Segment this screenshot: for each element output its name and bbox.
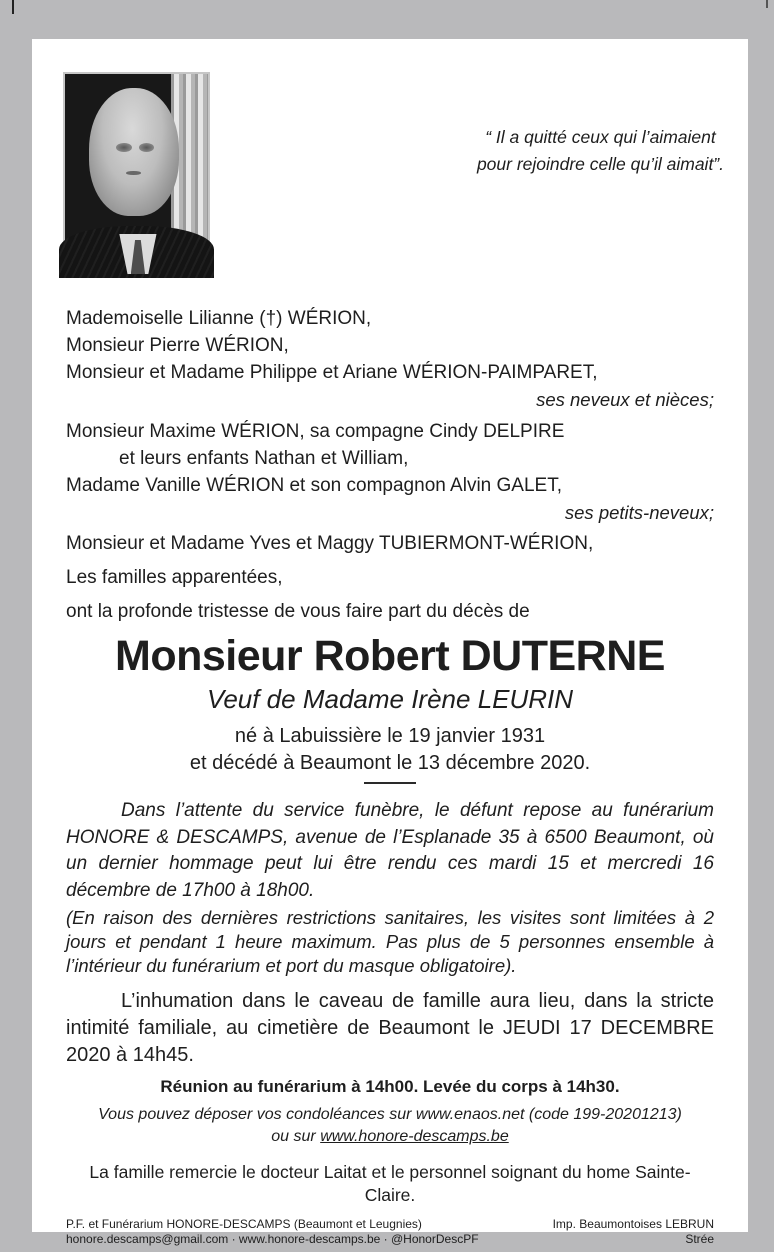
announcement-line: ont la profonde tristesse de vous faire part du décès de	[66, 601, 530, 622]
relative-line: Monsieur Maxime WÉRION, sa compagne Cindy DELPIRE	[66, 421, 565, 442]
relative-line: Madame Vanille WÉRION et son compagnon Alvin GALET,	[66, 475, 562, 496]
relative-line: Mademoiselle Lilianne (†) WÉRION,	[66, 308, 372, 329]
crop-mark-top-right	[766, 0, 768, 8]
relative-line: Monsieur et Madame Yves et Maggy TUBIERMONT-WÉRION,	[66, 533, 594, 554]
printer-location-line: Strée	[685, 1232, 714, 1246]
covid-restrictions-paragraph: (En raison des dernières restrictions sanitaires, les visites sont limitées à 2 jours et pendant 1 heure maximum. Pas plus de 5 personnes ensemble à l’intérieur du funérarium et port du masque obligatoire).	[66, 907, 714, 976]
condolences-line2-prefix: ou sur	[271, 1127, 321, 1145]
funeral-home-imprint	[66, 1217, 479, 1247]
condolences-line2	[66, 1126, 714, 1148]
printer-name-line: Imp. Beaumontoises LEBRUN	[552, 1217, 714, 1231]
memorial-quote-line1: “ Il a quitté ceux qui l’aimaient	[485, 127, 716, 147]
imprint-footer	[66, 1217, 714, 1247]
funeral-home-name-line: P.F. et Funérarium HONORE-DESCAMPS (Beaumont et Leugnies)	[66, 1217, 422, 1231]
repose-paragraph: Dans l’attente du service funèbre, le défunt repose au funérarium HONORE & DESCAMPS, avenue de l’Esplanade 35 à 6500 Beaumont, où un dernier hommage peut lui être rendu ces mardi 15 et mercredi 16 décembre de 17h00 à 18h00.	[66, 800, 714, 901]
burial-paragraph: L’inhumation dans le caveau de famille aura lieu, dans la stricte intimité familiale, au cimetière de Beaumont le JEUDI 17 DECEMBRE 2020 à 14h45.	[66, 990, 714, 1066]
death-line: et décédé à Beaumont le 13 décembre 2020.	[189, 752, 591, 774]
birth-line: né à Labuissière le 19 janvier 1931	[234, 725, 546, 747]
separator-rule	[364, 782, 416, 784]
birth-death-dates	[66, 723, 714, 777]
funeral-home-contact-line: honore.descamps@gmail.com · www.honore-descamps.be · @HonorDescPF	[66, 1232, 479, 1246]
relation-attribution: ses petits-neveux;	[564, 502, 714, 523]
meeting-time-line: Réunion au funérarium à 14h00. Levée du corps à 14h30.	[160, 1077, 620, 1096]
thanks-line: La famille remercie le docteur Laitat et le personnel soignant du home Sainte-Claire.	[89, 1162, 691, 1205]
condolences-line1: Vous pouvez déposer vos condoléances sur www.enaos.net (code 199-20201213)	[98, 1106, 682, 1123]
printer-imprint	[553, 1217, 714, 1247]
memorial-quote-line2: pour rejoindre celle qu’il aimait”.	[476, 154, 724, 174]
deceased-name: Monsieur Robert DUTERNE	[115, 632, 665, 680]
relation-attribution: ses neveux et nièces;	[536, 389, 714, 410]
relative-line: Monsieur Pierre WÉRION,	[66, 335, 289, 356]
notice-body	[66, 39, 714, 1247]
widower-line: Veuf de Madame Irène LEURIN	[206, 684, 574, 714]
relative-line: Monsieur et Madame Philippe et Ariane WÉRION-PAIMPARET,	[66, 362, 598, 383]
crop-mark-top-left	[12, 0, 14, 14]
funeral-notice-page	[32, 39, 748, 1246]
families-line: Les familles apparentées,	[66, 567, 283, 588]
funeral-home-website-link[interactable]: www.honore-descamps.be	[320, 1127, 509, 1145]
condolences-block	[66, 1104, 714, 1147]
relative-line: et leurs enfants Nathan et William,	[119, 448, 409, 469]
